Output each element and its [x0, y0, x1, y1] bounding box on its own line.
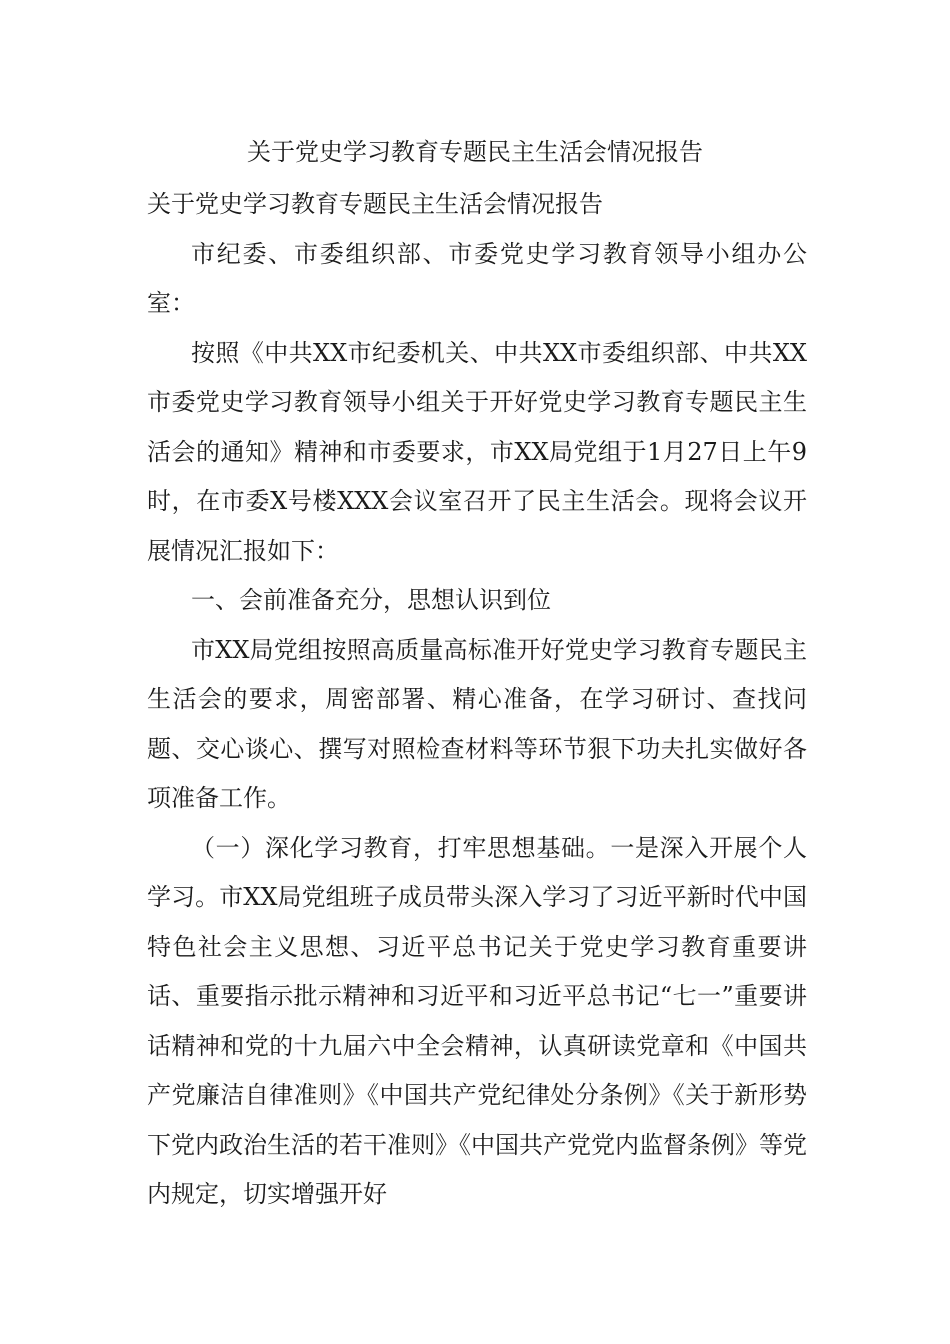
document-body — [147, 180, 807, 1220]
section-1-paragraph: 市XX局党组按照高质量高标准开好党史学习教育专题民主生活会的要求，周密部署、精心准备，在学习研讨、查找问题、交心谈心、撰写对照检查材料等环节狠下功夫扎实做好各项准备工作。 — [147, 635, 807, 812]
section-heading-1: 一、会前准备充分，思想认识到位 — [191, 586, 551, 614]
subsection-1-paragraph: （一）深化学习教育，打牢思想基础。一是深入开展个人学习。市XX局党组班子成员带头深入学习了习近平新时代中国特色社会主义思想、习近平总书记关于党史学习教育重要讲话、重要指示批示精神和习近平和习近平总书记“七一”重要讲话精神和党的十九届六中全会精神，认真研读党章和《中国共产党廉洁自律准则》《中国共产党纪律处分条例》《关于新形势下党内政治生活的若干准则》《中国共产党党内监督条例》等党内规定，切实增强开好 — [147, 833, 807, 1208]
intro-paragraph: 按照《中共XX市纪委机关、中共XX市委组织部、中共XX市委党史学习教育领导小组关于开好党史学习教育专题民主生活会的通知》精神和市委要求，市XX局党组于1月27日上午9时，在市委X号楼XXX会议室召开了民主生活会。现将会议开展情况汇报如下： — [147, 338, 807, 565]
repeated-title-paragraph: 关于党史学习教育专题民主生活会情况报告 — [147, 190, 603, 218]
document-title: 关于党史学习教育专题民主生活会情况报告 — [247, 138, 703, 166]
addressee-paragraph: 市纪委、市委组织部、市委党史学习教育领导小组办公室： — [147, 239, 807, 317]
